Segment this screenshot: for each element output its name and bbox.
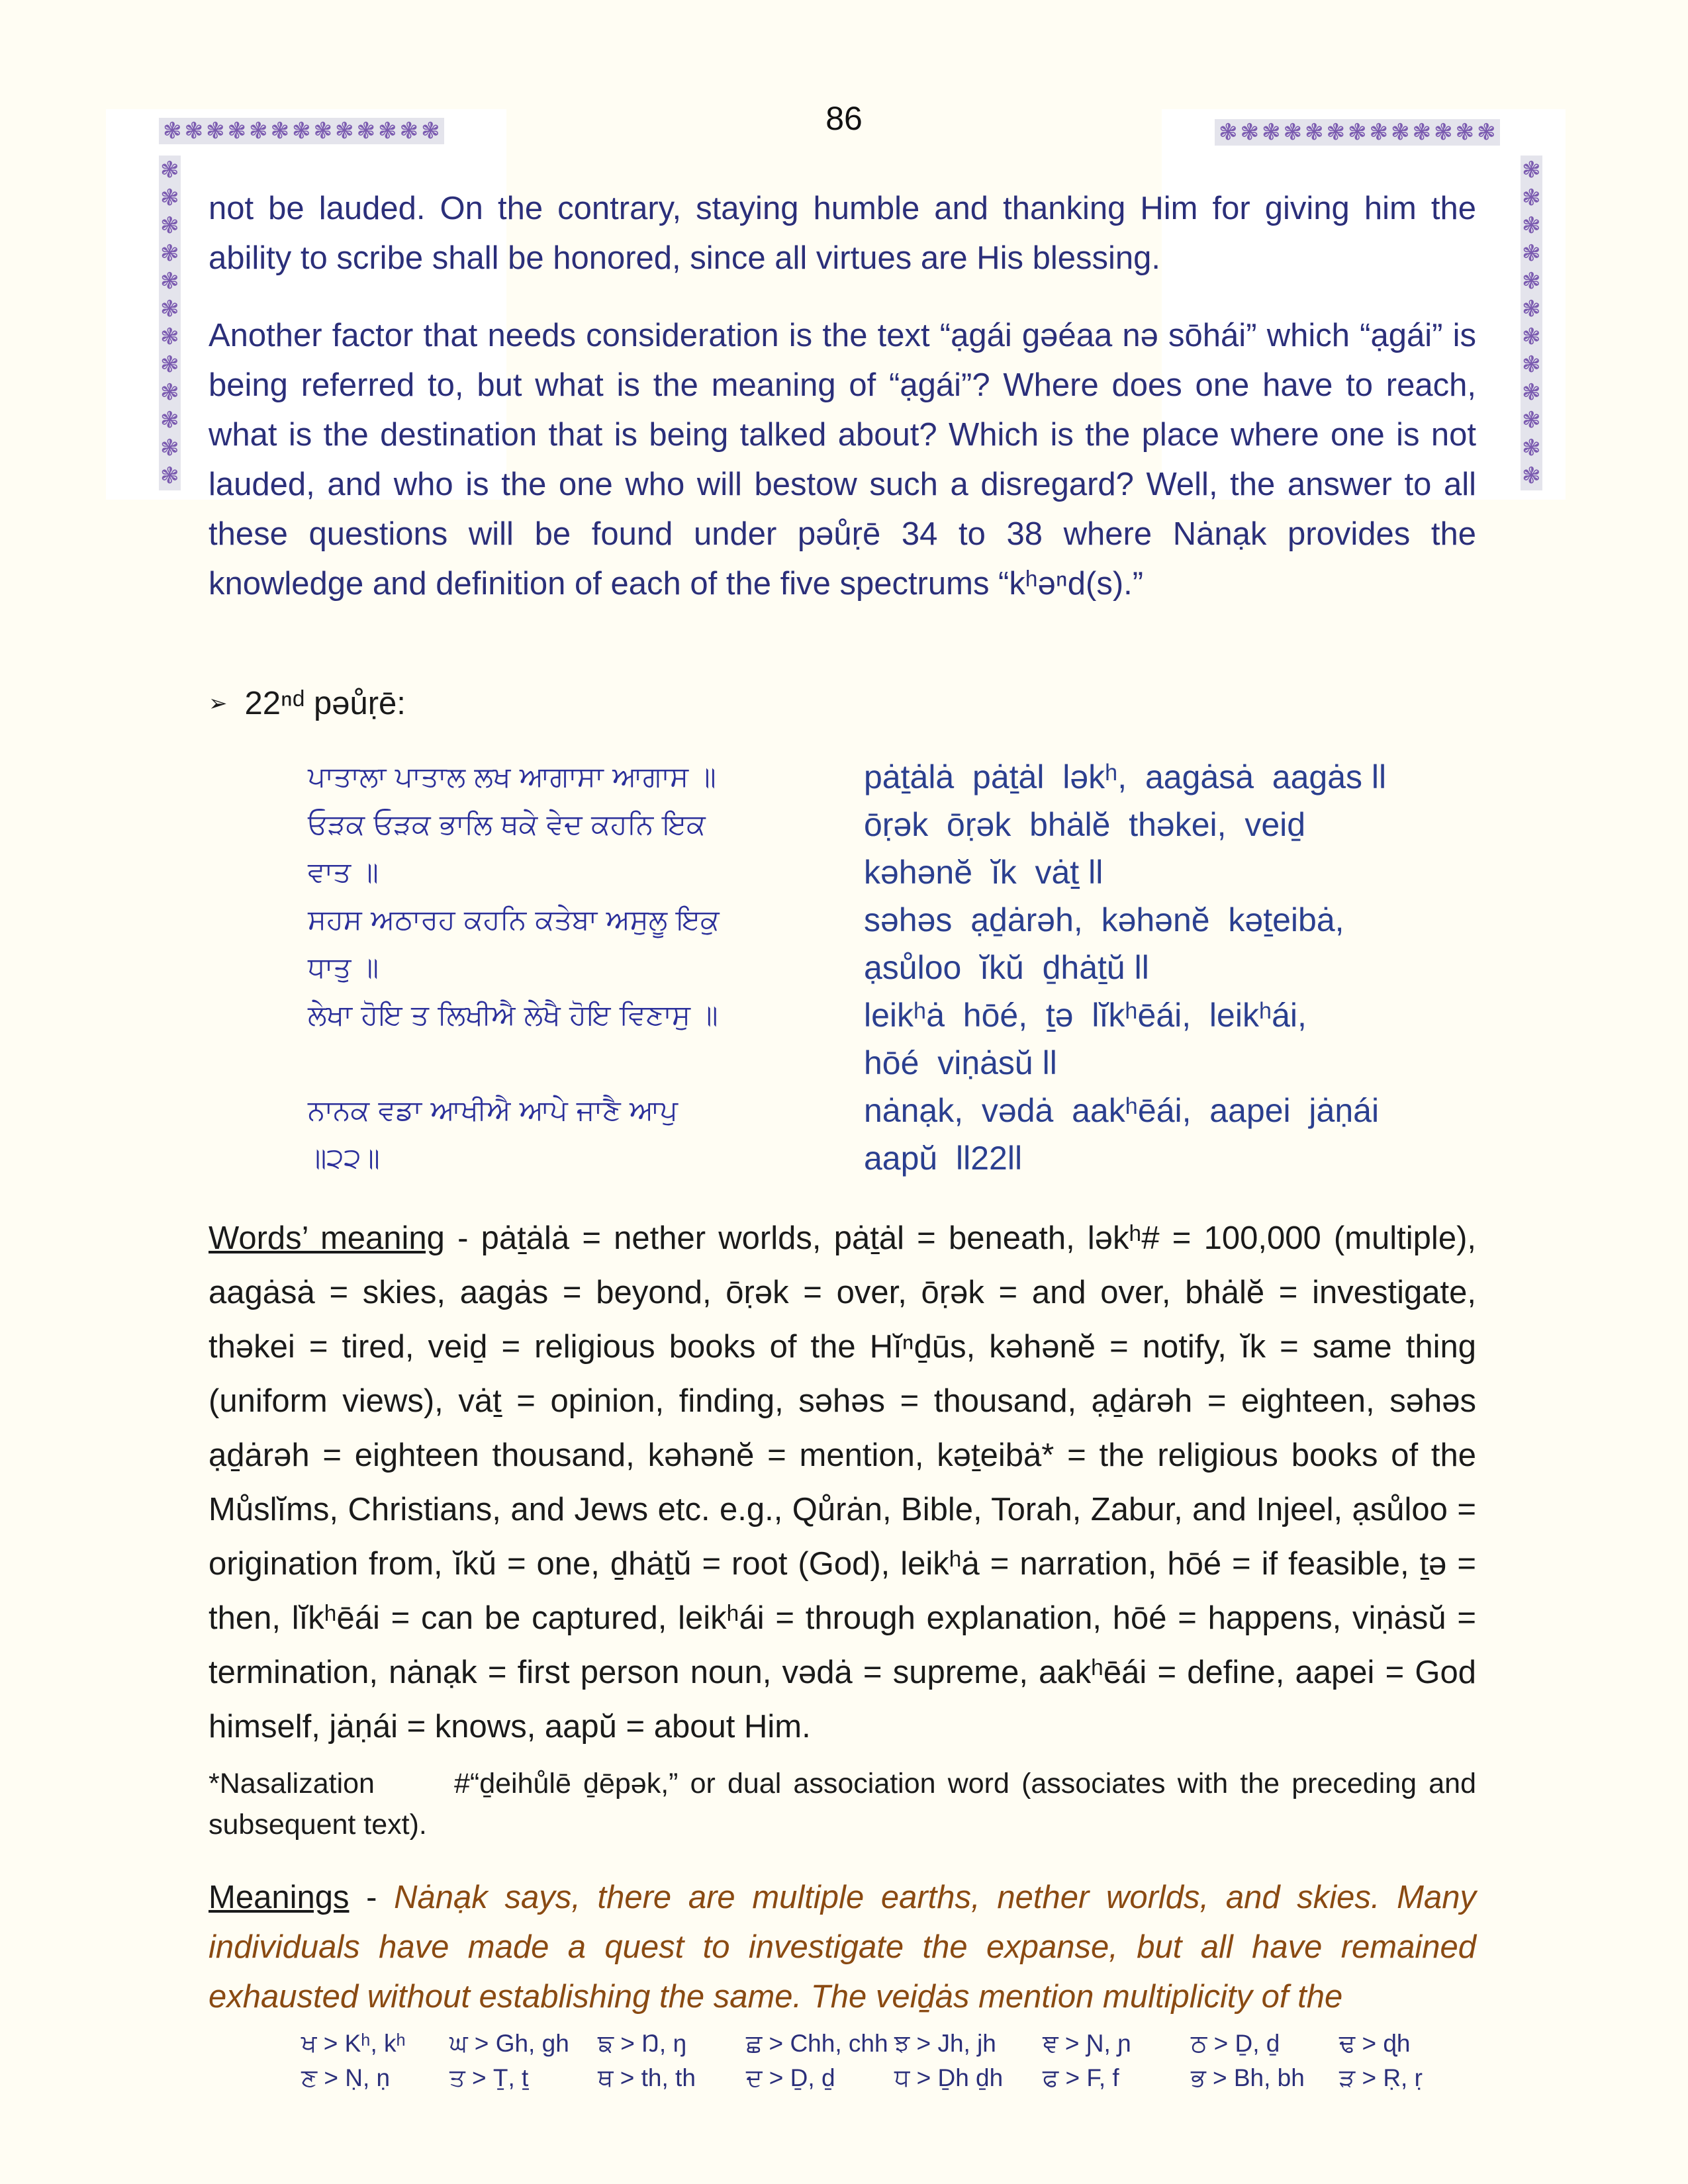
legend-item: ਤ > Ṯ, ṯ [449, 2064, 529, 2091]
flower-ornament-icon: ❃ [1240, 119, 1259, 146]
legend-row [301, 2061, 1493, 2095]
legend-row [301, 2026, 1493, 2061]
legend-item: ਭ > Bh, bh [1191, 2064, 1305, 2091]
flower-ornament-icon: ❃ [1522, 268, 1541, 295]
legend-item: ਞ > Ɲ, ɲ [1043, 2030, 1131, 2057]
flower-ornament-icon: ❃ [1219, 119, 1238, 146]
flower-ornament-icon: ❃ [1522, 185, 1541, 211]
flower-ornament-icon: ❃ [1522, 296, 1541, 322]
legend-item: ਝ > Jh, jh [894, 2030, 996, 2057]
flower-ornament-icon: ❃ [1522, 324, 1541, 350]
flower-ornament-icon: ❃ [1477, 119, 1496, 146]
flower-ornament-icon: ❃ [1326, 119, 1345, 146]
verse-table [308, 753, 1473, 1182]
transliteration-legend [301, 2026, 1493, 2095]
verse-transliteration: leikʰȧ hōé, ṯə lĭkʰēái, leikʰái, hōé viṇȧsŭ ll [864, 997, 1307, 1081]
section-heading [209, 685, 406, 722]
flower-ornament-icon: ❃ [335, 118, 354, 144]
flower-ornament-icon: ❃ [1522, 351, 1541, 378]
legend-item: ਙ > Ŋ, ŋ [598, 2030, 687, 2057]
flower-ornament-icon: ❃ [270, 118, 289, 144]
flower-ornament-icon: ❃ [1522, 212, 1541, 239]
flower-ornament-icon: ❃ [1522, 379, 1541, 406]
ornament-border-left [159, 156, 181, 490]
legend-item: ਦ > Ḏ, ḏ [746, 2064, 835, 2091]
legend-item: ਢ > ɖh [1339, 2030, 1411, 2057]
verse-gurmukhi: ਸਹਸ ਅਠਾਰਹ ਕਹਨਿ ਕਤੇਬਾ ਅਸੁਲੂ ਇਕੁ ਧਾਤੁ ॥ [308, 903, 720, 983]
flower-ornament-icon: ❃ [292, 118, 311, 144]
legend-item: ਣ > Ṇ, ṇ [301, 2064, 391, 2091]
verse-transliteration: ōṛək ōṛək bhȧlĕ thəkei, veiḏ kəhənĕ ĭk vȧṯ ll [864, 806, 1306, 891]
legend-item: ਖ > Kʰ, kʰ [301, 2030, 406, 2057]
verse-row [308, 991, 1473, 1087]
words-meaning [209, 1211, 1476, 1754]
legend-item: ਫ > F, f [1043, 2064, 1119, 2091]
verse-row [308, 896, 1473, 991]
verse-row [308, 1087, 1473, 1182]
meanings-dash: - [349, 1880, 395, 1915]
flower-ornament-icon: ❃ [1262, 119, 1281, 146]
flower-ornament-icon: ❃ [1391, 119, 1410, 146]
flower-ornament-icon: ❃ [160, 463, 179, 489]
flower-ornament-icon: ❃ [160, 157, 179, 183]
flower-ornament-icon: ❃ [160, 240, 179, 267]
section-heading-text: 22ⁿᵈ pəůṛē: [244, 686, 406, 721]
flower-ornament-icon: ❃ [1522, 157, 1541, 183]
verse-gurmukhi: ਓੜਕ ਓੜਕ ਭਾਲਿ ਥਕੇ ਵੇਦ ਕਹਨਿ ਇਕ ਵਾਤ ॥ [308, 808, 706, 888]
flower-ornament-icon: ❃ [184, 118, 203, 144]
bullet-arrow-icon: ➢ [209, 691, 228, 716]
flower-ornament-icon: ❃ [160, 407, 179, 433]
flower-ornament-icon: ❃ [160, 324, 179, 350]
ornament-border-right [1521, 156, 1542, 490]
meanings-text: Nȧnạk says, there are multiple earths, nether worlds, and skies. Many individuals have made a quest to investigate the expanse, but all have remained exhausted without establishing the same. The veiḏȧs mention multiplicity of the [209, 1880, 1477, 2015]
flower-ornament-icon: ❃ [160, 379, 179, 406]
paragraph-1: not be lauded. On the contrary, staying humble and thanking Him for giving him the ability to scribe shall be honored, since all virtues are His blessing. [209, 191, 1476, 276]
flower-ornament-icon: ❃ [160, 435, 179, 461]
flower-ornament-icon: ❃ [378, 118, 397, 144]
flower-ornament-icon: ❃ [1522, 435, 1541, 461]
flower-ornament-icon: ❃ [356, 118, 375, 144]
legend-item: ਥ > th, th [598, 2064, 696, 2091]
verse-gurmukhi: ਲੇਖਾ ਹੋਇ ਤ ਲਿਖੀਐ ਲੇਖੈ ਹੋਇ ਵਿਣਾਸੁ ॥ [308, 999, 718, 1031]
verse-gurmukhi: ਨਾਨਕ ਵਡਾ ਆਖੀਐ ਆਪੇ ਜਾਣੈ ਆਪੁ ॥੨੨॥ [308, 1094, 678, 1174]
paragraph-2: Another factor that needs consideration is the text “ạgái gəéaa nə sōhái” which “ạgái” is being referred to, but what is the meaning of “ạgái”? Where does one have to reach, what is the destination that is being talked about? Which is the place where one is not lauded, and who is the one who will bestow such a disregard? Well, the answer to all these questions will be found under pəůṛē 34 to 38 where Nȧnạk provides the knowledge and definition of each of the five spectrums “kʰəⁿd(s).” [209, 318, 1476, 602]
page-number: 86 [825, 100, 863, 137]
flower-ornament-icon: ❃ [1455, 119, 1474, 146]
flower-ornament-icon: ❃ [206, 118, 225, 144]
flower-ornament-icon: ❃ [1522, 240, 1541, 267]
flower-ornament-icon: ❃ [1348, 119, 1367, 146]
verse-transliteration: nȧnạk, vədȧ aakʰēái, aapei jȧṇái aapŭ ll22ll [864, 1092, 1380, 1177]
flower-ornament-icon: ❃ [160, 268, 179, 295]
footnote [209, 1763, 1476, 1845]
verse-transliteration: səhəs ạḏȧrəh, kəhənĕ kəṯeibȧ, ạsůloo ĭkŭ ḏhȧṯŭ ll [864, 901, 1344, 986]
flower-ornament-icon: ❃ [160, 212, 179, 239]
flower-ornament-icon: ❃ [421, 118, 440, 144]
flower-ornament-icon: ❃ [1412, 119, 1431, 146]
flower-ornament-icon: ❃ [249, 118, 268, 144]
words-meaning-label: Words’ meaning [209, 1220, 445, 1256]
flower-ornament-icon: ❃ [1283, 119, 1302, 146]
footnote-nasalization: *Nasalization [209, 1768, 375, 1799]
meanings-label: Meanings [209, 1880, 350, 1915]
flower-ornament-icon: ❃ [1522, 407, 1541, 433]
flower-ornament-icon: ❃ [399, 118, 418, 144]
legend-item: ਧ > Ḏh ḏh [894, 2064, 1004, 2091]
legend-item: ਛ > Chh, chh [746, 2030, 888, 2057]
flower-ornament-icon: ❃ [227, 118, 246, 144]
legend-item: ਘ > Gh, gh [449, 2030, 569, 2057]
flower-ornament-icon: ❃ [160, 296, 179, 322]
flower-ornament-icon: ❃ [313, 118, 332, 144]
flower-ornament-icon: ❃ [160, 185, 179, 211]
flower-ornament-icon: ❃ [1305, 119, 1324, 146]
words-meaning-body: - pȧṯȧlȧ = nether worlds, pȧṯȧl = beneath, ləkʰ# = 100,000 (multiple), aagȧsȧ = skies, aagȧs = beyond, ōṛək = over, ōṛək = and over, bhȧlĕ = investigate, thəkei = tired, veiḏ = religious books of the Hĭⁿḏūs, kəhənĕ = notify, ĭk = same thing (uniform views), vȧṯ = opinion, finding, səhəs = thousand, ạḏȧrəh = eighteen, səhəs ạḏȧrəh = eighteen thousand, kəhənĕ = mention, kəṯeibȧ* = the religious books of the Můslĭms, Christians, and Jews etc. e.g., Qůrȧn, Bible, Torah, Zabur, and Injeel, ạsůloo = origination from, ĭkŭ = one, ḏhȧṯŭ = root (God), leikʰȧ = narration, hōé = if feasible, ṯə = then, lĭkʰēái = can be captured, leikʰái = through explanation, hōé = happens, viṇȧsŭ = termination, nȧnạk = first person noun, vədȧ = supreme, aakʰēái = define, aapei = God himself, jȧṇái = knows, aapŭ = about Him. [209, 1220, 1477, 1745]
legend-item: ੜ > Ṛ, ṛ [1339, 2064, 1423, 2091]
flower-ornament-icon: ❃ [163, 118, 182, 144]
verse-transliteration: pȧṯȧlȧ pȧṯȧl ləkʰ, aagȧsȧ aagȧs ll [864, 758, 1387, 796]
flower-ornament-icon: ❃ [1369, 119, 1388, 146]
meanings [209, 1873, 1476, 2022]
flower-ornament-icon: ❃ [1434, 119, 1453, 146]
flower-ornament-icon: ❃ [1522, 463, 1541, 489]
verse-gurmukhi: ਪਾਤਾਲਾ ਪਾਤਾਲ ਲਖ ਆਗਾਸਾ ਆਗਾਸ ॥ [308, 760, 716, 793]
footnote-text: #“ḏeihůlē ḏēpək,” or dual association word (associates with the preceding and subsequent text). [209, 1768, 1476, 1841]
verse-row [308, 801, 1473, 896]
legend-item: ਠ > Ḏ, ḏ [1191, 2030, 1280, 2057]
flower-ornament-icon: ❃ [160, 351, 179, 378]
verse-row [308, 753, 1473, 801]
